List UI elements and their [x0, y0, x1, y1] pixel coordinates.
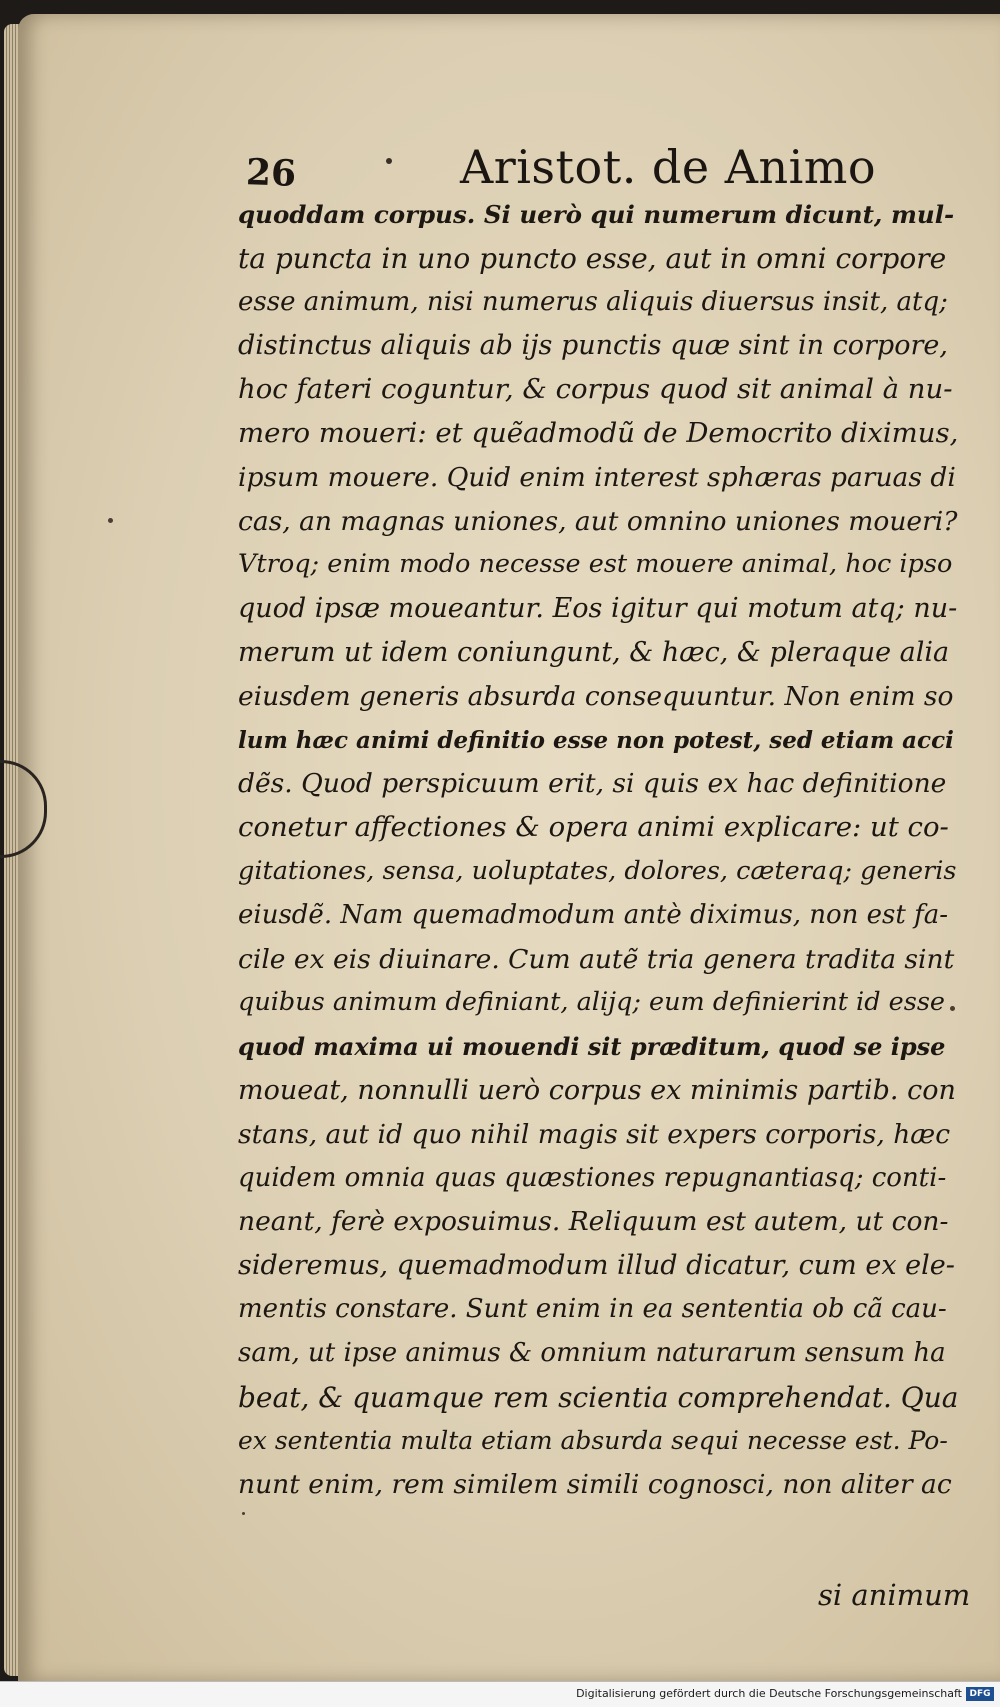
text-line: eiusdem generis absurda consequuntur. Non enim so — [238, 680, 954, 712]
text-line: quidem omnia quas quæstiones repugnantiasq; conti- — [238, 1162, 947, 1193]
text-line: esse animum, nisi numerus aliquis diuersus insit, atq; — [238, 286, 948, 317]
ink-speck — [108, 518, 113, 523]
dfg-logo: DFG — [966, 1687, 994, 1701]
text-line: conetur affectiones & opera animi explicare: ut co- — [238, 811, 949, 844]
ink-speck — [242, 1512, 245, 1515]
text-line: neant, ferè exposuimus. Reliquum est autem, ut con- — [238, 1206, 949, 1238]
text-line: dẽs. Quod perspicuum erit, si quis ex hac definitione — [238, 768, 947, 800]
text-line: merum ut idem coniungunt, & hæc, & pleraque alia — [238, 636, 950, 668]
text-line: distinctus aliquis ab ijs punctis quæ sint in corpore, — [238, 330, 948, 362]
footer-credit: Digitalisierung gefördert durch die Deutsche Forschungsgemeinschaft — [576, 1687, 962, 1700]
text-line: hoc fateri coguntur, & corpus quod sit animal à nu- — [238, 373, 953, 406]
ink-speck — [950, 1006, 955, 1011]
text-line: quoddam corpus. Si uerò qui numerum dicunt, mul- — [238, 200, 955, 229]
digitization-footer — [0, 1681, 1000, 1707]
text-line: gitationes, sensa, uoluptates, dolores, cæteraq; generis — [238, 855, 957, 886]
page-number: 26 — [245, 151, 297, 195]
text-line: ex sententia multa etiam absurda sequi necesse est. Po- — [238, 1426, 948, 1456]
text-line: sideremus, quemadmodum illud dicatur, cum ex ele- — [238, 1250, 955, 1282]
text-line: cas, an magnas uniones, aut omnino uniones moueri? — [238, 505, 958, 537]
text-line: beat, & quamque rem scientia comprehendat. Qua — [238, 1380, 959, 1414]
text-line: moueat, nonnulli uerò corpus ex minimis partib. con — [238, 1074, 956, 1106]
text-line: ipsum mouere. Quid enim interest sphæras paruas di — [238, 461, 956, 493]
text-line: mentis constare. Sunt enim in ea sententia ob cã cau- — [238, 1293, 947, 1324]
text-line: quod maxima ui mouendi sit præditum, quod se ipse — [238, 1032, 946, 1062]
header-dot — [386, 158, 392, 164]
page-header — [0, 132, 1000, 195]
text-line: cile ex eis diuinare. Cum autẽ tria genera tradita sint — [238, 943, 955, 975]
text-line: mero moueri: et quẽadmodũ de Democrito diximus, — [238, 416, 959, 449]
body-text — [238, 193, 958, 1507]
text-line: ta puncta in uno puncto esse, aut in omni corpore — [238, 241, 947, 275]
text-line: sam, ut ipse animus & omnium naturarum sensum ha — [238, 1337, 946, 1368]
text-line: quibus animum definiant, alijq; eum definierint id esse — [238, 987, 945, 1018]
text-line: quod ipsæ moueantur. Eos igitur qui motum atq; nu- — [238, 593, 958, 625]
text-line: eiusdẽ. Nam quemadmodum antè diximus, non est fa- — [238, 899, 949, 930]
text-line: lum hæc animi definitio esse non potest, sed etiam acci — [238, 726, 954, 754]
catchword: si animum — [818, 1578, 971, 1612]
text-line: nunt enim, rem similem simili cognosci, non aliter ac — [238, 1469, 952, 1501]
running-title: Aristot. de Animo — [460, 140, 877, 194]
text-line: stans, aut id quo nihil magis sit expers corporis, hæc — [238, 1118, 951, 1150]
text-line: Vtroq; enim modo necesse est mouere animal, hoc ipso — [238, 549, 953, 580]
